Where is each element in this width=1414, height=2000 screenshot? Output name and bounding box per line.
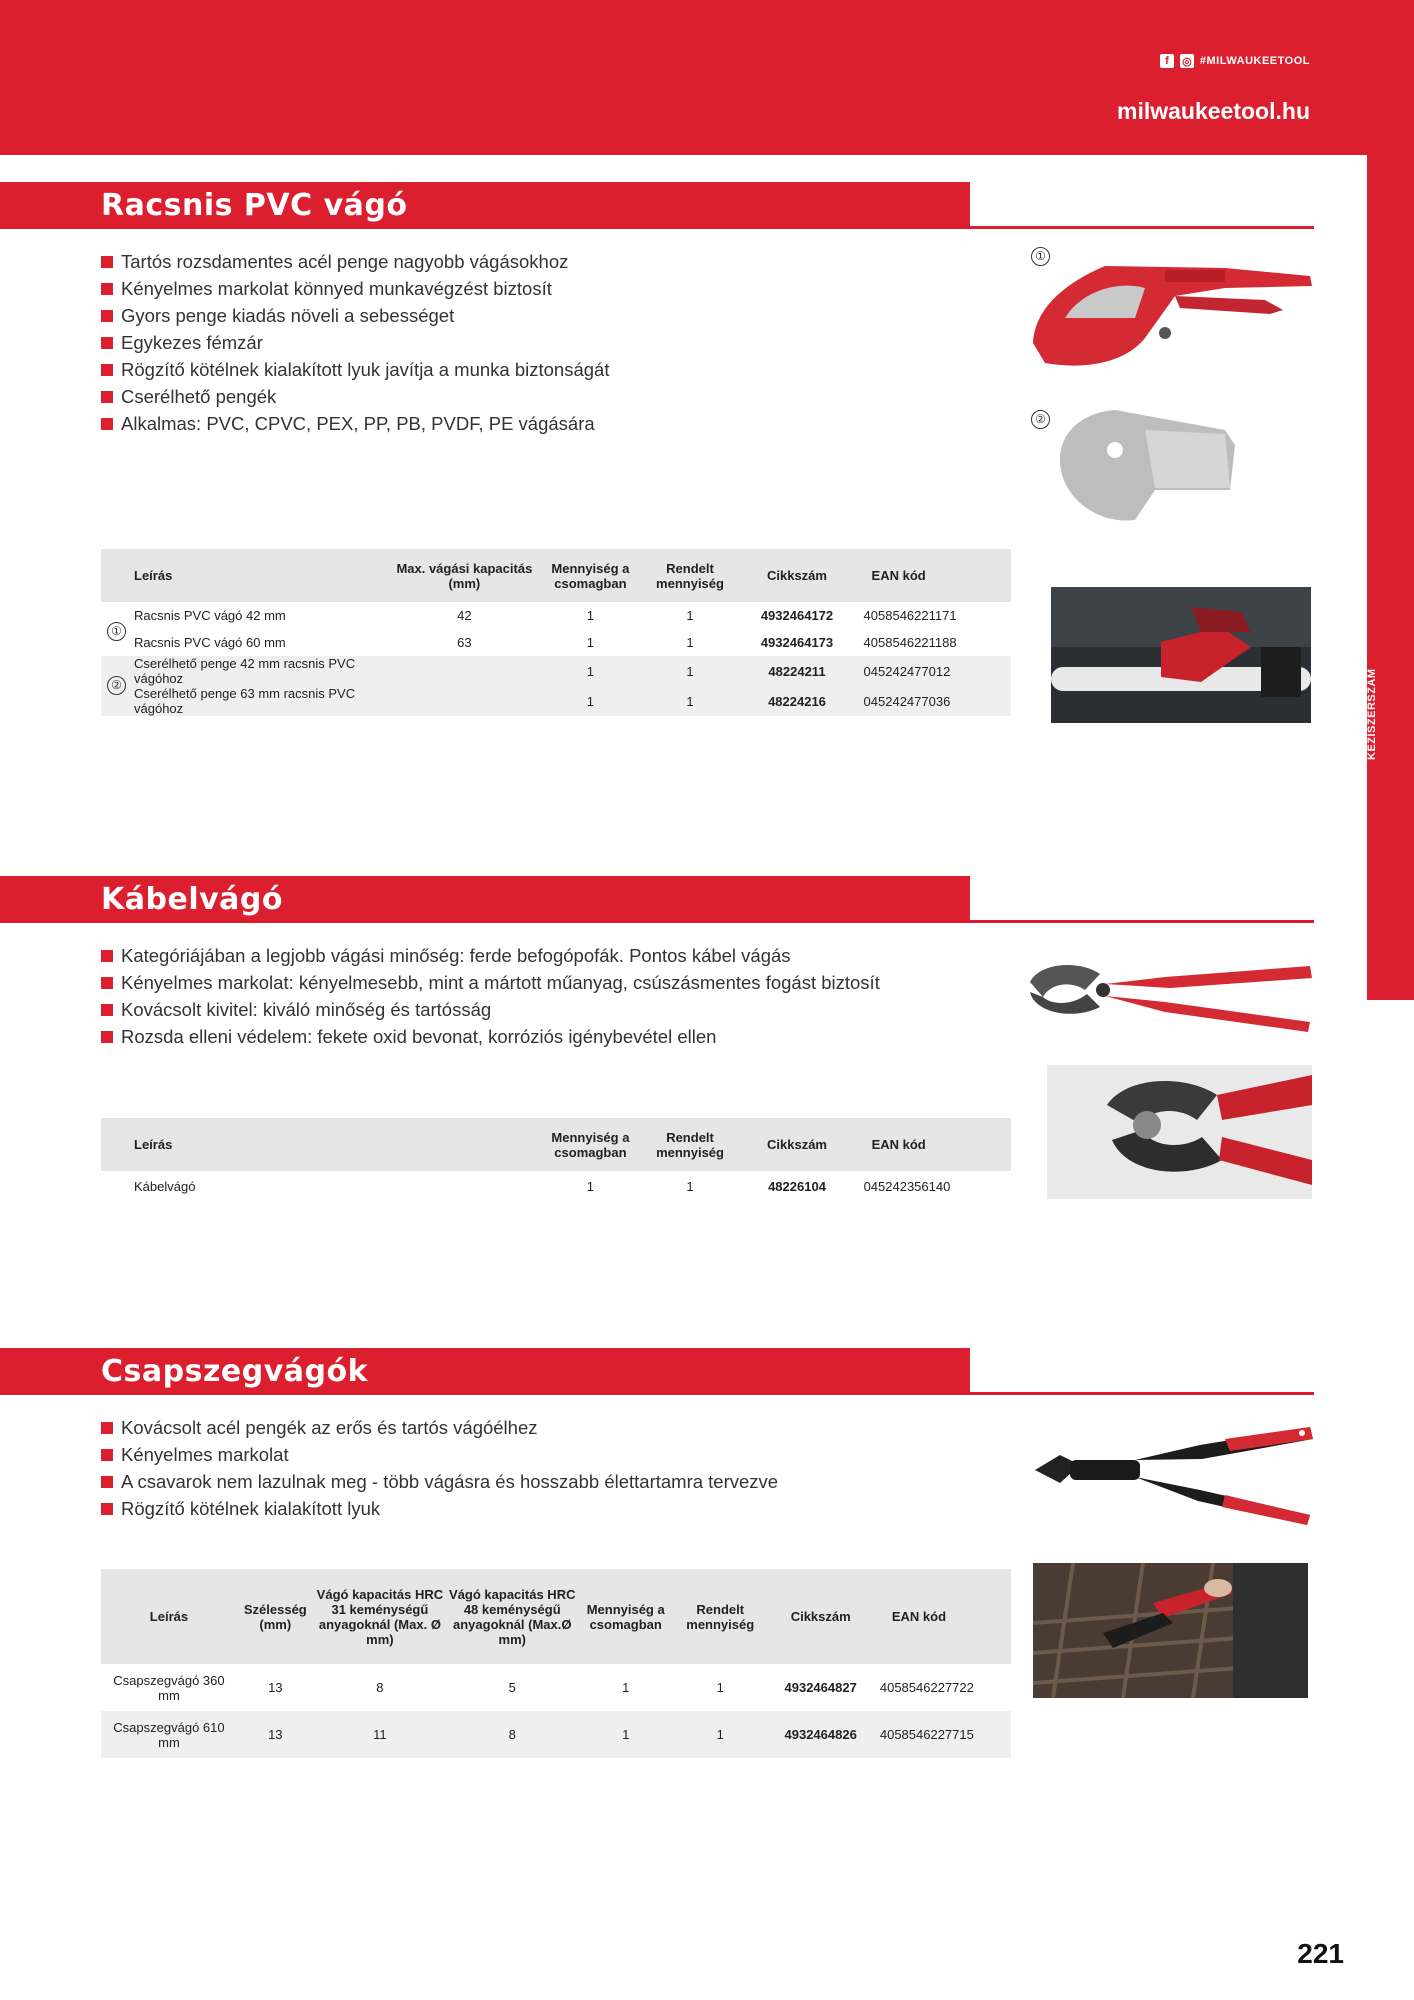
table-row [101, 629, 1011, 656]
feature-item: Rögzítő kötélnek kialakított lyuk [101, 1495, 778, 1522]
cell-ean: 4058546227722 [879, 1680, 974, 1695]
col-header: EAN kód [874, 1569, 1011, 1664]
col-header: Cikkszám [740, 549, 853, 602]
cell-article-number: 48226104 [768, 1178, 826, 1194]
hashtag: #MILWAUKEETOOL [1199, 55, 1310, 67]
instagram-icon[interactable]: ◎ [1180, 54, 1194, 68]
cell-pack-qty: 1 [586, 1178, 595, 1194]
table-header-row [101, 549, 1011, 602]
section-header-cable [0, 876, 970, 923]
feature-item: Kategóriájában a legjobb vágási minőség: ferde befogópofák. Pontos kábel vágás [101, 942, 880, 969]
cell-pack-qty: 1 [586, 635, 595, 650]
cell-capacity: 42 [457, 608, 472, 623]
cell-ean: 045242356140 [863, 1178, 951, 1194]
col-header: Rendelt mennyiség [640, 549, 741, 602]
cell-capacity [388, 686, 542, 716]
cell-capacity-hrc48: 8 [446, 1711, 578, 1758]
section-divider [970, 920, 1314, 923]
feature-list-bolt [101, 1414, 778, 1522]
facebook-icon[interactable]: f [1160, 54, 1174, 68]
cell-article-number: 48224216 [740, 686, 853, 716]
header-bar [0, 0, 1414, 155]
col-header: Cikkszám [768, 1569, 874, 1664]
feature-item: Rozsda elleni védelem: fekete oxid bevonat, korróziós igénybevétel ellen [101, 1023, 880, 1050]
table-header-row [101, 1569, 1011, 1664]
col-header: Vágó kapacitás HRC 31 keménységű anyagoknál (Max. Ø mm) [314, 1569, 446, 1664]
cell-pack-qty: 1 [578, 1711, 673, 1758]
col-header: EAN kód [854, 1118, 1011, 1171]
feature-item: Rögzítő kötélnek kialakított lyuk javítja a munka biztonságát [101, 356, 609, 383]
cell-capacity [388, 656, 542, 686]
feature-item: A csavarok nem lazulnak meg - több vágásra és hosszabb élettartamra tervezve [101, 1468, 778, 1495]
col-header: Rendelt mennyiség [640, 1118, 741, 1171]
cell-description: Racsnis PVC vágó 42 mm [134, 608, 286, 623]
col-header: Leírás [101, 1118, 541, 1171]
cell-ean: 4058546221188 [863, 635, 957, 650]
feature-item: Cserélhető pengék [101, 383, 609, 410]
feature-item: Kovácsolt acél pengék az erős és tartós vágóélhez [101, 1414, 778, 1441]
cell-capacity-hrc31: 11 [314, 1711, 446, 1758]
col-header: Cikkszám [740, 1118, 853, 1171]
cell-order-qty: 1 [716, 1680, 724, 1695]
cell-order-qty: 1 [640, 686, 741, 716]
col-header: Rendelt mennyiség [673, 1569, 768, 1664]
col-header: Mennyiség a csomagban [541, 1118, 639, 1171]
cell-article-number: 4932464827 [784, 1680, 857, 1695]
col-header: Vágó kapacitás HRC 48 keménységű anyagoknál (Max.Ø mm) [446, 1569, 578, 1664]
section-header-pvc [0, 182, 970, 229]
section-title: Csapszegvágók [101, 1354, 369, 1389]
table-row [101, 602, 1011, 629]
col-header: Leírás [101, 549, 388, 602]
spec-table-cable [101, 1118, 1011, 1201]
section-header-bolt [0, 1348, 970, 1395]
cell-order-qty: 1 [686, 1178, 694, 1194]
bolt-cutter-usage-photo [1033, 1563, 1308, 1698]
col-header: Max. vágási kapacitás (mm) [388, 549, 542, 602]
section-title: Kábelvágó [101, 882, 283, 917]
cell-description: Cserélhető penge 42 mm racsnis PVC vágóhoz [101, 656, 388, 686]
social-links [1160, 54, 1310, 68]
col-header: Leírás [101, 1569, 237, 1664]
cell-article-number: 4932464826 [768, 1711, 874, 1758]
cell-capacity-hrc48: 5 [508, 1680, 516, 1695]
page-number: 221 [1297, 1938, 1344, 1969]
section-title: Racsnis PVC vágó [101, 188, 408, 223]
col-header: EAN kód [854, 549, 1011, 602]
cell-pack-qty: 1 [586, 608, 595, 623]
cell-pack-qty: 1 [622, 1680, 630, 1695]
cable-cutter-closeup-photo [1047, 1065, 1312, 1199]
cell-pack-qty: 1 [541, 686, 639, 716]
col-header: Mennyiség a csomagban [578, 1569, 673, 1664]
table-row [101, 1664, 1011, 1711]
feature-list-pvc [101, 248, 609, 437]
cell-description: Kábelvágó [134, 1178, 196, 1194]
feature-item: Kényelmes markolat [101, 1441, 778, 1468]
side-category-label: KÉZISZERSZÁM [1366, 668, 1378, 760]
cell-capacity: 63 [457, 635, 472, 650]
cell-ean: 4058546221171 [863, 608, 957, 623]
table-header-row [101, 1118, 1011, 1171]
feature-item: Tartós rozsdamentes acél penge nagyobb vágásokhoz [101, 248, 609, 275]
section-divider [970, 226, 1314, 229]
spec-table-bolt [101, 1569, 1011, 1758]
table-group-marker-1: ① [107, 622, 126, 641]
table-row [101, 656, 1011, 686]
cable-cutter-image [1025, 952, 1315, 1032]
feature-list-cable [101, 942, 880, 1050]
table-group-marker-2: ② [107, 676, 126, 695]
cell-capacity-hrc31: 8 [376, 1680, 384, 1695]
cell-pack-qty: 1 [541, 656, 639, 686]
replacement-blade-image [1045, 400, 1245, 535]
cell-article-number: 4932464173 [760, 635, 834, 650]
product-marker-1: ① [1031, 247, 1050, 266]
feature-item: Kovácsolt kivitel: kiváló minőség és tartósság [101, 996, 880, 1023]
cell-ean: 4058546227715 [874, 1711, 1011, 1758]
table-row [101, 1711, 1011, 1758]
col-header: Szélesség (mm) [237, 1569, 314, 1664]
website-url[interactable]: milwaukeetool.hu [1117, 98, 1310, 124]
cell-ean: 045242477012 [854, 656, 1011, 686]
cell-description: Csapszegvágó 360 mm [113, 1672, 225, 1703]
cell-width: 13 [237, 1711, 314, 1758]
bolt-cutter-image [1030, 1415, 1315, 1530]
product-marker-2: ② [1031, 410, 1050, 429]
table-row [101, 686, 1011, 716]
cell-article-number: 48224211 [740, 656, 853, 686]
cell-order-qty: 1 [640, 656, 741, 686]
pvc-cutter-usage-photo [1051, 587, 1311, 723]
cell-order-qty: 1 [673, 1711, 768, 1758]
cell-description: Racsnis PVC vágó 60 mm [134, 635, 286, 650]
side-category-strip [1367, 155, 1414, 1000]
cell-order-qty: 1 [686, 635, 694, 650]
col-header: Mennyiség a csomagban [541, 549, 639, 602]
cell-order-qty: 1 [686, 608, 694, 623]
feature-item: Alkalmas: PVC, CPVC, PEX, PP, PB, PVDF, PE vágására [101, 410, 609, 437]
cell-article-number: 4932464172 [760, 608, 834, 623]
feature-item: Gyors penge kiadás növeli a sebességet [101, 302, 609, 329]
cell-description: Csapszegvágó 610 mm [101, 1711, 237, 1758]
feature-item: Kényelmes markolat: kényelmesebb, mint a mártott műanyag, csúszásmentes fogást biztosít [101, 969, 880, 996]
feature-item: Kényelmes markolat könnyed munkavégzést biztosít [101, 275, 609, 302]
cell-description: Cserélhető penge 63 mm racsnis PVC vágóhoz [101, 686, 388, 716]
pvc-cutter-image [1025, 248, 1315, 378]
table-row [101, 1171, 1011, 1201]
feature-item: Egykezes fémzár [101, 329, 609, 356]
section-divider [970, 1392, 1314, 1395]
cell-width: 13 [268, 1680, 283, 1695]
cell-ean: 045242477036 [854, 686, 1011, 716]
spec-table-pvc [101, 549, 1011, 716]
